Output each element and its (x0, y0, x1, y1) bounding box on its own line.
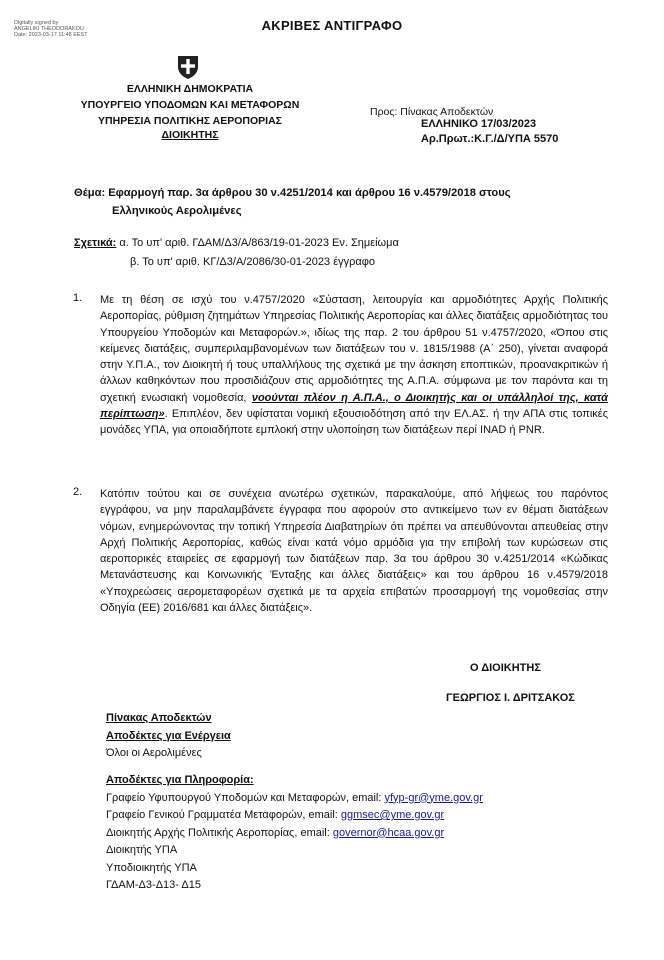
paragraph-text: . Επιπλέον, δεν υφίσταται νομική εξουσιοδότηση από την ΕΛ.ΑΣ. ή την ΑΠΑ στις τοπικές μονάδες ΥΠΑ, για οποιαδήποτε εμπλοκή στην υλοποίηση των διατάξεων περί INAD ή PNR. (100, 408, 608, 437)
email-link[interactable]: governor@hcaa.gov.gr (332, 826, 445, 839)
paragraph-text: Με τη θέση σε ισχύ του ν.4757/2020 «Σύσταση, λειτουργία και αρμοδιότητες Αρχής Πολιτικής Αεροπορίας, ρύθμιση ζητημάτων Υπηρεσίας Πολιτικής Αεροπορίας και άλλες διατάξεις αρμοδιότητας του Υπουργείου Υποδομών και Μεταφορών.», ιδίως της παρ. 2 του άρθρου 51 ν.4757/2020, «Όπου στις κείμενες διατάξεις, συμπεριλαμβανομένων των διατάξεων του ν. 1815/1988 (Α΄ 250), γίνεται αναφορά στην Υ.Π.Α., τον Διοικητή ή τους υπαλλήλους της σχετικά με την άσκηση εποπτικών, προανακριτικών ή άλλων καθηκόντων που προσιδιάζουν στις αρμοδιότητες της Α.Π.Α. σύμφωνα με τον παρόντα και τη σχετική ενωσιακή νομοθεσία, (100, 294, 608, 404)
info-recipient: Υποδιοικητής ΥΠΑ (106, 861, 197, 874)
subject (74, 184, 614, 220)
paragraph-text: Κατόπιν τούτου και σε συνέχεια ανωτέρω σχετικών, παρακαλούμε, από λήψεως του παρόντος εγγράφου, να μην παραλαμβάνετε έγγραφα που αφορούν στο αντικείμενο των εν θέματι διατάξεων νόμων, ενημερώνοντας την τοπική Υπηρεσία Διαβατηρίων ότι πρέπει να απευθύνονται απευθείας στην Αρχή Πολιτικής Αεροπορίας, καθώς είναι κατά νόμο αρμόδια για την επιβολή των κυρώσεων στις αεροπορικές εταιρείες σε εφαρμογή των διατάξεων παρ. 3α του άρθρου 30 ν.4251/2014 «Κώδικας Μετανάστευσης και Κοινωνικής Ένταξης και άλλες διατάξεις» και του άρθρου 16 ν.4579/2018 «Υποχρεώσεις αερομεταφορέων σχετικά με τα αρχεία επιβατών προσαρμογή της νομοθεσίας στην Οδηγία (ΕΕ) 2016/681 και άλλες διατάξεις». (100, 488, 608, 615)
action-recipient: Όλοι οι Αερολιμένες (106, 747, 202, 759)
info-recipient-text: Γραφείο Υφυπουργού Υποδομών και Μεταφορών, email: (106, 791, 385, 804)
info-recipient (106, 807, 483, 825)
info-recipient (106, 825, 483, 843)
greek-coat-of-arms-icon (176, 54, 200, 80)
signatory-role: Ο ΔΙΟΙΚΗΤΗΣ (470, 662, 541, 674)
header-line: ΥΠΗΡΕΣΙΑ ΠΟΛΙΤΙΚΗΣ ΑΕΡΟΠΟΡΙΑΣ (98, 115, 282, 127)
action-recipients-title: Αποδέκτες για Ενέργεια (106, 729, 231, 742)
subject-line: Ελληνικούς Αερολιμένες (112, 205, 242, 217)
paragraph-number: 1. (73, 292, 83, 304)
related-label: Σχετικά: (74, 237, 117, 249)
subject-line: Θέμα: Εφαρμογή παρ. 3α άρθρου 30 ν.4251/2014 και άρθρου 16 ν.4579/2018 στους (74, 187, 511, 199)
protocol-number: Αρ.Πρωτ.:Κ.Γ./Δ/ΥΠΑ 5570 (421, 133, 559, 145)
paragraph-number: 2. (73, 486, 83, 498)
related-item-a: α. Το υπ' αριθ. ΓΔΑΜ/Δ3/Α/863/19-01-2023 Εν. Σημείωμα (119, 237, 399, 249)
header-line: ΔΙΟΙΚΗΤΗΣ (161, 129, 219, 141)
paragraph-1 (100, 292, 608, 439)
email-link[interactable]: ggmsec@yme.gov.gr (340, 809, 445, 821)
header-line: ΥΠΟΥΡΓΕΙΟ ΥΠΟΔΟΜΩΝ ΚΑΙ ΜΕΤΑΦΟΡΩΝ (80, 99, 300, 111)
related-item-b: β. Το υπ' αριθ. ΚΓ/Δ3/Α/2086/30-01-2023 έγγραφο (130, 256, 375, 268)
copy-title: ΑΚΡΙΒΕΣ ΑΝΤΙΓΡΑΦΟ (261, 18, 403, 33)
paragraph-2 (100, 486, 608, 616)
signatory-name: ΓΕΩΡΓΙΟΣ Ι. ΔΡΙΤΣΑΚΟΣ (446, 692, 575, 704)
related-references (74, 234, 399, 272)
recipients-label: Προς: Πίνακας Αποδεκτών (370, 106, 494, 118)
distribution-title: Πίνακας Αποδεκτών (106, 712, 212, 724)
info-recipients-title: Αποδέκτες για Πληροφορία: (106, 774, 254, 786)
info-recipient (106, 790, 483, 808)
signature-line: Date: 2023-03-17 11:48 EEST (14, 32, 88, 38)
info-recipient: Διοικητής ΥΠΑ (106, 844, 178, 856)
info-recipient-text: Διοικητής Αρχής Πολιτικής Αεροπορίας, email: (106, 826, 333, 839)
signature-line: Digitally signed by (14, 20, 59, 26)
place-date: ΕΛΛΗΝΙΚΟ 17/03/2023 (421, 118, 537, 130)
info-recipients (106, 772, 483, 895)
info-recipient: ΓΔΑΜ-Δ3-Δ13- Δ15 (106, 879, 201, 891)
signature-line: ANGELIKI THEODORAKOU (14, 26, 84, 32)
distribution-list (106, 710, 231, 763)
paragraph-emphasis: νοούνται πλέον η Α.Π.Α., ο Διοικητής και οι υπάλληλοί της, κατά περίπτωση» (100, 391, 608, 421)
email-link[interactable]: yfyp-gr@yme.gov.gr (384, 791, 483, 804)
info-recipient-text: Γραφείο Γενικού Γραμματέα Μεταφορών, email: (106, 809, 341, 821)
header-line: ΕΛΛΗΝΙΚΗ ΔΗΜΟΚΡΑΤΙΑ (126, 83, 254, 95)
